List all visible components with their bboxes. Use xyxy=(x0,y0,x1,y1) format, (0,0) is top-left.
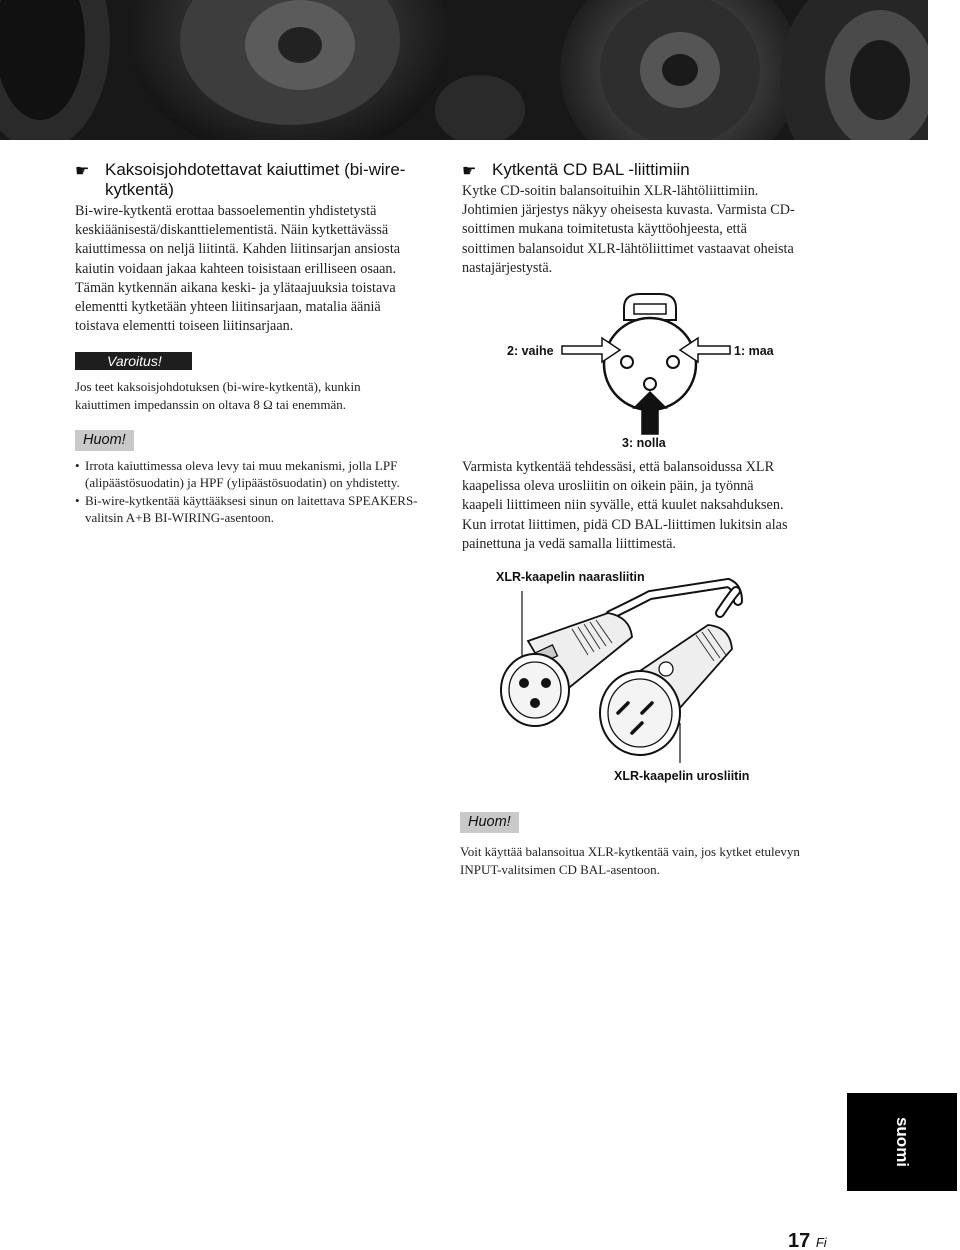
connection-check-text xyxy=(462,458,862,554)
bi-wire-body xyxy=(75,202,450,336)
text-line: Kun irrotat liittimen, pidä CD BAL-liittimen lukitsin alas xyxy=(462,516,788,533)
language-tab: suomi xyxy=(847,1093,957,1191)
pin2-label: 2: vaihe xyxy=(507,344,554,358)
text-line: Jos teet kaksoisjohdotuksen (bi-wire-kytkentä), kunkin xyxy=(75,379,361,395)
text-line: kaiuttimen impedanssin on oltava 8 Ω tai enemmän. xyxy=(75,397,347,413)
text-line: soittimen mukana toimitetusta käyttöohjeesta, että xyxy=(462,221,747,238)
text-line: Tämän kytkennän aikana keski- ja ylätaajuuksia toistava xyxy=(75,279,396,296)
cd-bal-note xyxy=(460,812,860,878)
bi-wire-heading: ☛ Kaksoisjohdotettavat kaiuttimet (bi-wire-kytkentä) xyxy=(75,160,406,199)
pin1-label: 1: maa xyxy=(734,344,774,358)
text-line: kaapelissa oleva urosliitin on oikein päin, ja työnnä xyxy=(462,478,754,495)
cd-bal-heading: ☛ Kytkentä CD BAL -liittimiin xyxy=(462,160,690,180)
text-line: Voit käyttää balansoitua XLR-kytkentää vain, jos kytket etulevyn xyxy=(460,844,800,859)
text-line: INPUT-valitsimen CD BAL-asentoon. xyxy=(460,861,660,877)
text-line: toistava elementti toiseen liitinsarjaan. xyxy=(75,318,294,335)
cd-bal-intro xyxy=(462,182,862,278)
male-connector-label: XLR-kaapelin urosliitin xyxy=(614,769,750,783)
text-line: Varmista kytkentää tehdessäsi, että balansoidussa XLR xyxy=(462,459,775,475)
text-line: soittimen balansoidut XLR-lähtöliittimet vastaavat oheista xyxy=(462,240,794,257)
warning-label: Varoitus! xyxy=(75,352,192,370)
warning-text xyxy=(75,378,450,413)
pointing-hand-icon: ☛ xyxy=(462,163,477,180)
note-label: Huom! xyxy=(460,812,519,833)
text-line: kaiuttimessa on neljä liitintä. Kahden liitinsarjan ansiosta xyxy=(75,241,401,258)
page-number: 17 Fi xyxy=(788,1230,827,1250)
note-text xyxy=(460,843,860,878)
text-line: Johtimien järjestys näkyy oheisesta kuvasta. Varmista CD- xyxy=(462,202,795,219)
xlr-socket-icon xyxy=(462,286,862,456)
text-line: nastajärjestystä. xyxy=(462,259,553,276)
text-line: kaapeli liittimeen niin syvälle, että kuulet naksahduksen. xyxy=(462,497,784,514)
list-item: • Irrota kaiuttimessa oleva levy tai muu mekanismi, jolla LPF (alipäästösuodatin) ja HPF (ylipäästösuodatin) on yhdistetty. xyxy=(75,457,450,492)
bi-wire-section xyxy=(75,160,450,527)
text-line: kaiutin voidaan jakaa kahteen toisistaan erilliseen osaan. xyxy=(75,260,397,277)
note-label: Huom! xyxy=(75,430,134,451)
pointing-hand-icon: ☛ xyxy=(75,163,90,180)
cd-bal-section xyxy=(462,160,862,278)
female-connector-label: XLR-kaapelin naarasliitin xyxy=(496,570,645,584)
xlr-pin-diagram xyxy=(462,286,862,456)
text-line: Bi-wire-kytkentä erottaa bassoelementin yhdistetystä xyxy=(75,203,377,219)
speaker-terminals-photo xyxy=(0,0,928,140)
text-line: keskiäänisestä/diskanttielementistä. Näin kytkettävässä xyxy=(75,222,389,239)
xlr-connectors-illustration xyxy=(460,565,820,790)
note-list xyxy=(75,457,450,527)
text-line: Kytke CD-soitin balansoituihin XLR-lähtöliittimiin. xyxy=(462,183,759,199)
pin3-label: 3: nolla xyxy=(622,436,666,450)
xlr-plugs-icon xyxy=(460,565,820,790)
text-line: painettuna ja vedä samalla liittimestä. xyxy=(462,535,676,552)
list-item: • Bi-wire-kytkentää käyttääksesi sinun on laitettava SPEAKERS- valitsin A+B BI-WIRING-asentoon. xyxy=(75,492,450,527)
text-line: elementti kytketään yhteen liitinsarjaan, matalia ääniä xyxy=(75,299,381,316)
